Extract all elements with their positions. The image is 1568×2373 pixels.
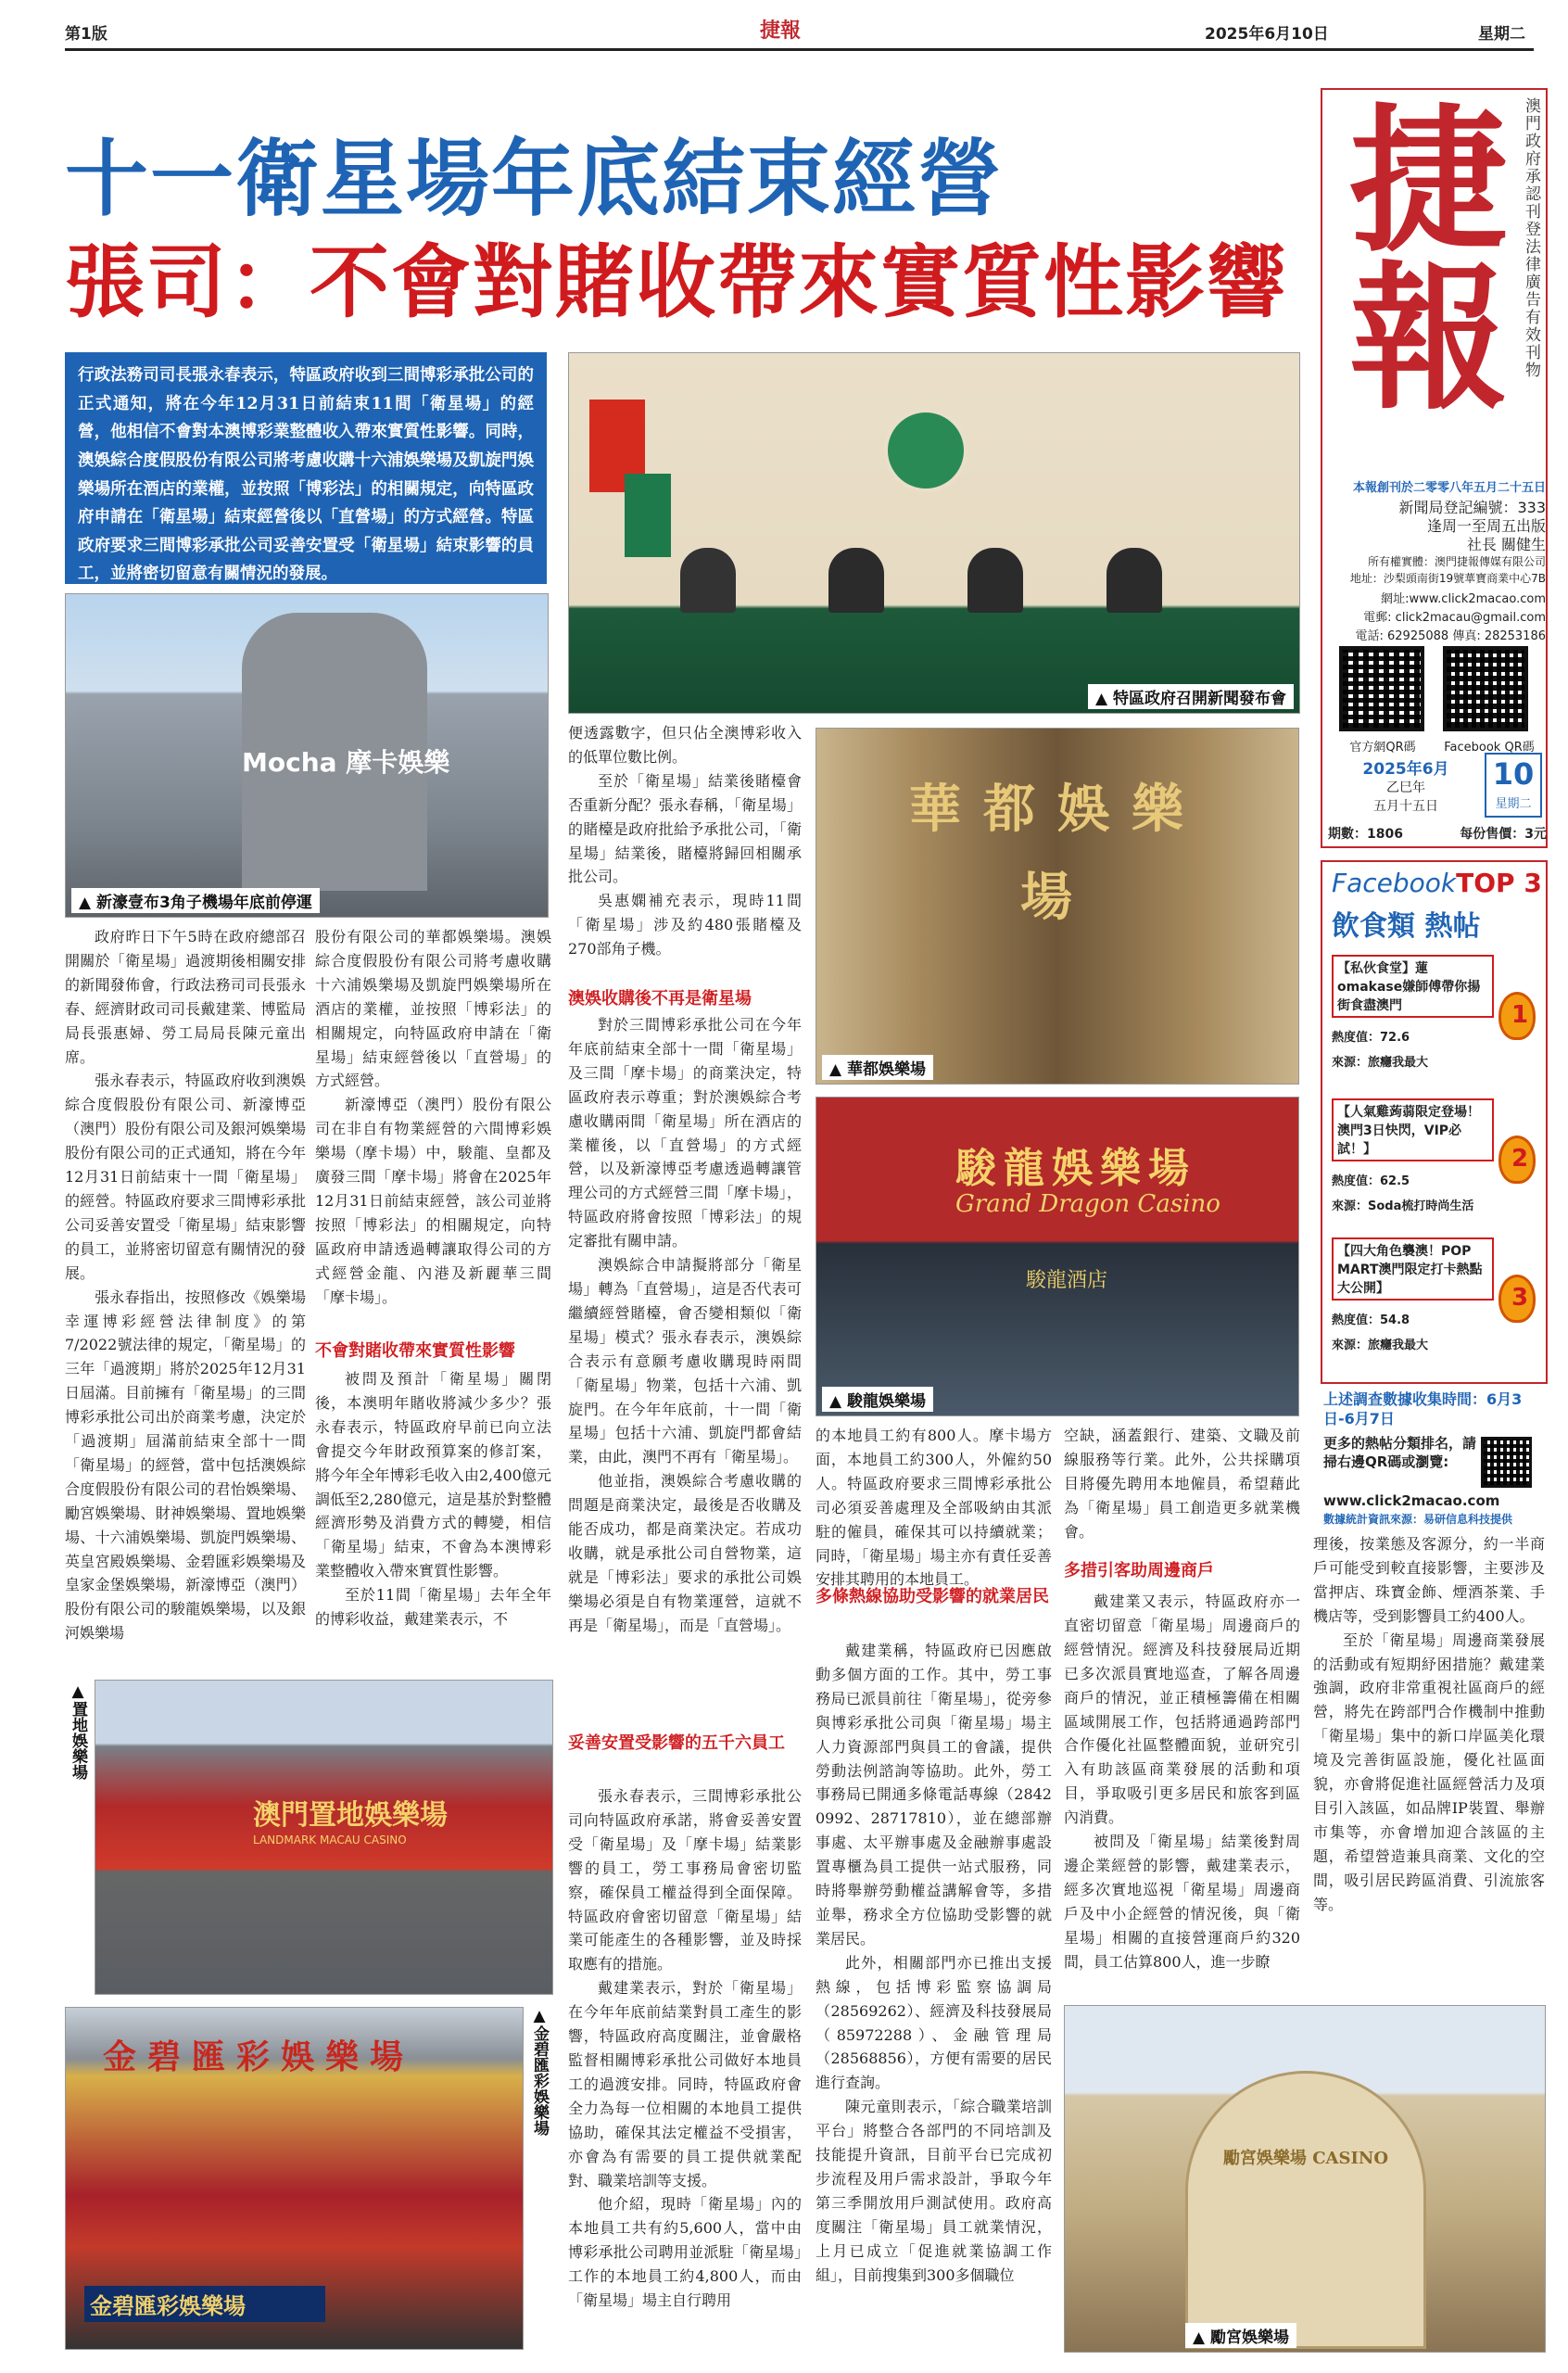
kam-pek-top-sign: 金碧匯彩娛樂場 xyxy=(103,2037,415,2076)
official-3 xyxy=(967,548,1023,613)
paragraph: 空缺，涵蓋銀行、建築、文職及前線服務等行業。此外，公共採購項目將優先聘用本地僱員，希望藉此為「衛星場」員工創造更多就業機會。 xyxy=(1064,1427,1300,1541)
lek-kung-sign: 勵宮娛樂場 CASINO xyxy=(1222,2149,1389,2168)
grand-dragon-sign: 駿龍娛樂場 xyxy=(955,1145,1196,1192)
calendar-year-month: 2025年6月 xyxy=(1362,760,1449,779)
caption-text: 勵宮娛樂場 xyxy=(1210,2329,1289,2347)
fb-title-text: Facebook xyxy=(1332,868,1457,898)
paragraph: 張永春表示，三間博彩承批公司向特區政府承諾，將會妥善安置受「衛星場」及「摩卡場」結業影響的員工，勞工事務局會密切監察，確保員工權益得到全面保障。特區政府會密切留意「衛星場」結業可能產生的各種影響，並及時採取應有的措施。 xyxy=(568,1787,802,1973)
fb-more-text: 更多的熱帖分類排名，請掃右邊QR碼或瀏覽: xyxy=(1323,1435,1477,1470)
waldo-sign: 華都娛樂場 xyxy=(909,779,1206,929)
photo-press-conference xyxy=(568,352,1300,714)
fb-data-source: 數據統計資訊來源：易研信息科技提供 xyxy=(1323,1513,1513,1526)
photo-caption: ▲ 華都娛樂場 xyxy=(822,1055,933,1080)
fb-qr-code[interactable] xyxy=(1481,1437,1532,1488)
fb-item-source: 來源：旅癮我最大 xyxy=(1332,1056,1429,1070)
article-column-4b xyxy=(816,1639,1052,2353)
caption-text: 華都娛樂場 xyxy=(847,1060,926,1079)
subhead-col3c: 妥善安置受影響的五千六員工 xyxy=(568,1733,785,1753)
masthead-phone: 電話: 62925088 傳真: 28253186 xyxy=(1355,629,1546,643)
photo-kam-pek-casino xyxy=(65,2007,524,2350)
calendar-day-box xyxy=(1485,753,1542,818)
calendar-day: 10 xyxy=(1492,756,1535,792)
main-headline: 十一衛星場年底結束經營 xyxy=(65,131,1003,228)
fb-item-source: 來源：旅癮我最大 xyxy=(1332,1339,1429,1352)
paragraph: 此外，相關部門亦已推出支援熱線，包括博彩監察協調局（28569262）、經濟及科技發展局（85972288）、金融管理局（28568856），方便有需要的居民進行查詢。 xyxy=(816,1953,1052,2092)
page-number: 第1版 xyxy=(65,25,107,44)
official-2 xyxy=(828,548,884,613)
photo-caption: ▲ 駿龍娛樂場 xyxy=(822,1387,933,1412)
paragraph: 至於「衛星場」結業後賭檯會否重新分配？張永春稱，「衛星場」的賭檯是政府批給予承批公司，「衛星場」結業後，賭檯將歸回相關承批公司。 xyxy=(568,771,802,886)
paragraph: 政府昨日下午5時在政府總部召開關於「衛星場」過渡期後相關安排的新聞發佈會，行政法務司司長張永春、經濟財政司司長戴建業、博監局局長張惠婦、勞工局局長陳元童出席。 xyxy=(65,928,306,1066)
issue-price: 每份售價：3元 xyxy=(1460,827,1547,842)
photo-caption-vertical: ▲金碧匯彩娛樂場 xyxy=(530,2007,549,2136)
facebook-qr-code[interactable] xyxy=(1443,646,1528,731)
caption-text: 駿龍娛樂場 xyxy=(847,1392,926,1411)
fb-survey-period: 上述調查數據收集時間：6月3日-6月7日 xyxy=(1323,1390,1523,1428)
paragraph: 張永春表示，特區政府收到澳娛綜合度假股份有限公司、新濠博亞（澳門）股份有限公司及銀河娛樂場股份有限公司的正式通知，將在今年12月31日前結束十一間「衛星場」的經營。特區政府要求三間博彩承批公司妥善安置受「衛星場」結束影響的員工，並將密切留意有關情況的發展。 xyxy=(65,1072,306,1282)
photo-caption: ▲ 勵宮娛樂場 xyxy=(1185,2323,1296,2348)
macau-emblem xyxy=(884,409,967,492)
subhead-col3: 澳娛收購後不再是衛星場 xyxy=(568,989,752,1009)
grand-dragon-hotel-sign: 駿龍酒店 xyxy=(1025,1269,1107,1292)
fb-item-heat: 熱度值：54.8 xyxy=(1332,1313,1410,1327)
article-column-5b xyxy=(1064,1590,1300,1998)
paragraph: 對於三間博彩承批公司在今年年底前結束全部十一間「衛星場」及三間「摩卡場」的商業決定，特區政府表示尊重；對於澳娛綜合考慮收購兩間「衛星場」所在酒店的業權後，以「直營場」的方式經營，以及新濠博亞考慮透過轉讓管理公司的方式經營三間「摩卡場」，特區政府將會按照「博彩法」的規定審批有關申請。 xyxy=(568,1016,802,1250)
paragraph: 至於「衛星場」周邊商業發展的活動或有短期紓困措施？戴建業強調，政府非常重視社區商戶的經營，將先在跨部門合作機制中推動「衛星場」集中的新口岸區美化環境及完善街區設施，優化社區面貌，亦會將促進社區經營活力及項目引入該區，如品牌IP裝置、舉辦市集等，亦會增加迎合該區的主題，希望營造兼具商業、文化的空間，吸引居民跨區消費、引流旅客等。 xyxy=(1313,1631,1545,1913)
qr-label-facebook: Facebook QR碼 xyxy=(1444,741,1535,755)
masthead-address: 地址：沙梨頭南街19號華寶商業中心7B xyxy=(1349,572,1546,585)
fb-item-3[interactable] xyxy=(1332,1237,1529,1352)
paragraph: 他並指，澳娛綜合考慮收購的問題是商業決定，最後是否收購及能否成功，都是商業決定。若成功收購，就是承批公司自營物業，這就是「博彩法」要求的承批公司娛樂場必須是自有物業運營，這就不再是「衛星場」，而是「直營場」。 xyxy=(568,1472,802,1634)
calendar-ganzhi: 乙巳年 xyxy=(1386,780,1425,795)
photo-landmark-casino xyxy=(95,1680,553,1995)
fb-url[interactable]: www.click2macao.com xyxy=(1323,1492,1500,1509)
article-column-1 xyxy=(65,925,306,1676)
caption-text: 特區政府召開新聞發布會 xyxy=(1113,690,1286,708)
mocha-sign: Mocha 摩卡娛樂 xyxy=(242,747,450,778)
official-1 xyxy=(680,548,736,613)
landmark-sign: 澳門置地娛樂場 xyxy=(253,1799,448,1832)
masthead-founded: 本報創刊於二零零八年五月二十五日 xyxy=(1352,481,1546,495)
calendar-weekday: 星期二 xyxy=(1495,797,1532,811)
fb-item-heat: 熱度值：62.5 xyxy=(1332,1174,1410,1188)
masthead-email: 電郵: click2macau@gmail.com xyxy=(1363,611,1546,625)
grand-dragon-sign-en: Grand Dragon Casino xyxy=(955,1190,1220,1218)
fb-rank: 3 xyxy=(1511,1284,1529,1312)
facebook-top3-box xyxy=(1321,860,1548,1384)
paragraph: 被問及預計「衛星場」關閉後，本澳明年賭收將減少多少？張永春表示，特區政府早前已向立法會提交今年財政預算案的修訂案，將今年全年博彩毛收入由2,400億元調低至2,280億元，這是基於對整體經濟形勢及消費方式的轉變，相信「衛星場」結束，不會為本澳博彩業整體收入帶來實質性影響。 xyxy=(315,1370,551,1580)
fb-item-2[interactable] xyxy=(1332,1098,1529,1237)
photo-caption-vertical: ▲置地娛樂場 xyxy=(69,1682,87,1780)
fb-rank: 1 xyxy=(1511,1001,1529,1029)
official-qr-code[interactable] xyxy=(1339,646,1424,731)
article-column-6 xyxy=(1313,1532,1545,2000)
paragraph: 陳元童則表示，「綜合職業培訓平台」將整合各部門的不同培訓及技能提升資訊，目前平台已完成初步流程及用戶需求設計，爭取今年第三季開放用戶測試使用。政府高度關注「衛星場」員工就業情況，上月已成立「促進就業協調工作組」，目前搜集到300多個職位 xyxy=(816,2098,1052,2284)
article-column-2b xyxy=(315,1367,551,1676)
masthead-website: 網址:www.click2macao.com xyxy=(1381,592,1546,606)
kam-pek-bottom-sign: 金碧匯彩娛樂場 xyxy=(84,2286,325,2322)
header-paper-name: 捷報 xyxy=(760,19,802,43)
header-date: 2025年6月10日 xyxy=(1205,25,1329,44)
subhead-col4: 多條熱線協助受影響的就業居民 xyxy=(816,1587,1049,1606)
fb-item-heat: 熱度值：72.6 xyxy=(1332,1031,1410,1045)
lede-box: 行政法務司司長張永春表示，特區政府收到三間博彩承批公司的正式通知，將在今年12月31日前結束11間「衛星場」的經營，他相信不會對本澳博彩業整體收入帶來實質性影響。同時，澳娛綜合度假股份有限公司將考慮收購十六浦娛樂場及凱旋門娛樂場所在酒店的業權，並按照「博彩法」的相關規定，向特區政府申請在「衛星場」結束經營後以「直營場」的方式經營。特區政府要求三間博彩承批公司妥善安置受「衛星場」結束影響的員工，並將密切留意有關情況的發展。 xyxy=(65,352,547,584)
photo-lek-kung-casino xyxy=(1064,2005,1546,2353)
masthead-registration: 新聞局登記編號：333 xyxy=(1398,499,1546,516)
fb-top3-label: TOP 3 xyxy=(1456,868,1542,898)
macau-flag xyxy=(625,474,671,557)
article-column-3c xyxy=(568,1784,802,2350)
fb-item-source: 來源：Soda梳打時尚生活 xyxy=(1332,1199,1474,1213)
paragraph: 股份有限公司的華都娛樂場。澳娛綜合度假股份有限公司將考慮收購十六浦娛樂場及凱旋門娛樂場所在酒店的業權，並按照「博彩法」的相關規定，向特區政府申請在「衛星場」結束經營後以「直營場」的方式經營。 xyxy=(315,928,551,1090)
masthead-box xyxy=(1321,88,1548,848)
casino-arch xyxy=(1185,2071,1426,2349)
article-column-3a xyxy=(568,721,802,976)
paragraph: 澳娛綜合申請擬將部分「衛星場」轉為「直營場」，這是否代表可繼續經營賭檯，會否變相類似「衛星場」模式？張永春表示，澳娛綜合表示有意願考慮收購現時兩間「衛星場」物業，包括十六浦、凱旋門。在今年年底前，十一間「衛星場」包括十六浦、凱旋門都會結業，由此，澳門不再有「衛星場」。 xyxy=(568,1256,802,1466)
fb-rank: 2 xyxy=(1511,1145,1529,1173)
fb-item-title: 【人氣雞蒟蒻限定登場！澳門3日快閃，VIP必試！】 xyxy=(1332,1098,1494,1161)
calendar-lunar: 五月十五日 xyxy=(1373,799,1438,814)
paragraph: 被問及「衛星場」結業後對周邊企業經營的影響，戴建業表示，經多次實地巡視「衛星場」周邊商戶及中小企經營的情況後，與「衛星場」相關的直接營運商戶約320間，員工估算800人，進一步瞭 xyxy=(1064,1833,1300,1971)
photo-grand-dragon xyxy=(816,1097,1299,1416)
masthead-side-text: 澳門政府承認刊登法律廣告有效刊物 xyxy=(1522,97,1540,379)
paragraph: 吳惠嫻補充表示，現時11間「衛星場」涉及約480張賭檯及270部角子機。 xyxy=(568,892,802,958)
masthead-frequency: 逢周一至周五出版 xyxy=(1426,517,1546,535)
paragraph: 新濠博亞（澳門）股份有限公司在非自有物業經營的六間博彩娛樂場（摩卡場）中，駿龍、皇都及廣發三間「摩卡場」將會在2025年12月31日前結束經營，該公司並將按照「博彩法」的相關規定，向特區政府申請透過轉讓取得公司的方式經營金龍、內港及新麗華三間「摩卡場」。 xyxy=(315,1096,551,1306)
article-column-5a xyxy=(1064,1424,1300,1549)
article-column-2 xyxy=(315,925,551,1333)
photo-caption: ▲ 特區政府召開新聞發布會 xyxy=(1088,684,1294,709)
subhead-col5: 多措引客助周邊商戶 xyxy=(1064,1561,1214,1580)
header-rule xyxy=(65,48,1534,51)
header-weekday: 星期二 xyxy=(1478,25,1525,44)
photo-mocha xyxy=(65,593,549,918)
sub-headline: 張司：不會對賭收帶來實質性影響 xyxy=(65,236,1288,329)
paragraph: 戴建業又表示，特區政府亦一直密切留意「衛星場」周邊商戶的經營情況。經濟及科技發展局近期已多次派員實地巡查，了解各周邊商戶的情況，並正積極籌備在相關區域開展工作，包括將通過跨部門合作優化社區整體面貌，並研究引入有助該區商業發展的活動和項目，爭取吸引更多居民和旅客到區內消費。 xyxy=(1064,1593,1300,1827)
fb-title xyxy=(1332,868,1545,898)
paragraph: 戴建業稱，特區政府已因應啟動多個方面的工作。其中，勞工事務局已派員前往「衛星場」，從旁參與博彩承批公司與「衛星場」場主人力資源部門與員工的會議，提供勞動法例諮詢等協助。此外，勞工事務局已開通多條電話專線（2842 0992、28717810），並在總部辦事處、太平辦事處及金融辦事處設置專櫃為員工提供一站式服務，同時將舉辦勞動權益講解會等，多措並舉，務求全方位協助受影響的就業居民。 xyxy=(816,1642,1052,1948)
paragraph: 理後，按業態及客源分，約一半商戶可能受到較直接影響，主要涉及當押店、珠寶金飾、煙酒茶業、手機店等，受到影響員工約400人。 xyxy=(1313,1535,1545,1625)
fb-item-title: 【私伙食堂】蓮omakase嫌師傅帶你揚街食盡澳門 xyxy=(1332,955,1494,1018)
paragraph: 張永春指出，按照修改《娛樂場幸運博彩經營法律制度》的第7/2022號法律的規定，「衛星場」的三年「過渡期」將於2025年12月31日屆滿。目前擁有「衛星場」的三間博彩承批公司出於商業考慮，決定於「過渡期」屆滿前結束全部十一間「衛星場」的經營，當中包括澳娛綜合度假股份有限公司的君怡娛樂場、勵宮娛樂場、財神娛樂場、置地娛樂場、十六浦娛樂場、凱旋門娛樂場、英皇宮殿娛樂場、金碧匯彩娛樂場及皇家金堡娛樂場，新濠博亞（澳門）股份有限公司的駿龍娛樂場，以及銀河娛樂場 xyxy=(65,1288,306,1643)
paragraph: 戴建業表示，對於「衛星場」在今年年底前結業對員工產生的影響，特區政府高度關注，並會嚴格監督相關博彩承批公司做好本地員工的過渡安排。同時，特區政府會全力為每一位相關的本地員工提供協助，確保其法定權益不受損害，亦會為有需要的員工提供就業配對、職業培訓等支援。 xyxy=(568,1979,802,2189)
masthead-logo: 捷報 xyxy=(1322,97,1508,412)
official-4 xyxy=(1106,548,1162,613)
caption-text: 新濠壹布3角子機場年底前停運 xyxy=(96,894,312,912)
fb-item-title: 【四大角色襲澳！POP MART澳門限定打卡熱點大公開】 xyxy=(1332,1237,1494,1301)
issue-number: 期數：1806 xyxy=(1328,827,1403,842)
caption-text: 金碧匯彩娛樂場 xyxy=(530,2025,549,2136)
photo-waldo-casino xyxy=(816,728,1299,1085)
paragraph: 便透露數字，但只佔全澳博彩收入的低單位數比例。 xyxy=(568,724,802,766)
paragraph: 他介紹，現時「衛星場」內的本地員工共有約5,600人，當中由博彩承批公司聘用並派駐「衛星場」工作的本地員工約4,800人，而由「衛星場」場主自行聘用 xyxy=(568,2195,802,2310)
fb-subtitle: 飲食類 熱帖 xyxy=(1332,910,1481,943)
paragraph: 至於11間「衛星場」去年全年的博彩收益，戴建業表示，不 xyxy=(315,1586,551,1629)
article-column-4a xyxy=(816,1424,1052,1589)
article-column-3b xyxy=(568,1013,802,1722)
fb-item-1[interactable] xyxy=(1332,955,1529,1094)
qr-label-official: 官方網QR碼 xyxy=(1349,741,1416,755)
subhead-col2: 不會對賭收帶來實質性影響 xyxy=(315,1341,515,1361)
masthead-owner: 所有權實體：澳門捷報傳媒有限公司 xyxy=(1367,555,1546,568)
photo-caption: ▲ 新濠壹布3角子機場年底前停運 xyxy=(71,888,320,913)
landmark-sign-en: LANDMARK MACAU CASINO xyxy=(253,1834,407,1846)
masthead-publisher: 社長 關健生 xyxy=(1466,536,1546,553)
caption-text: 置地娛樂場 xyxy=(69,1701,87,1780)
paragraph: 的本地員工約有800人。摩卡場方面，本地員工約300人，外僱約50人。特區政府要求三間博彩承批公司必須妥善處理及全部吸納由其派駐的僱員，確保其可以持續就業；同時，「衛星場」場主亦有責任妥善安排其聘用的本地員工。 xyxy=(816,1427,1052,1589)
